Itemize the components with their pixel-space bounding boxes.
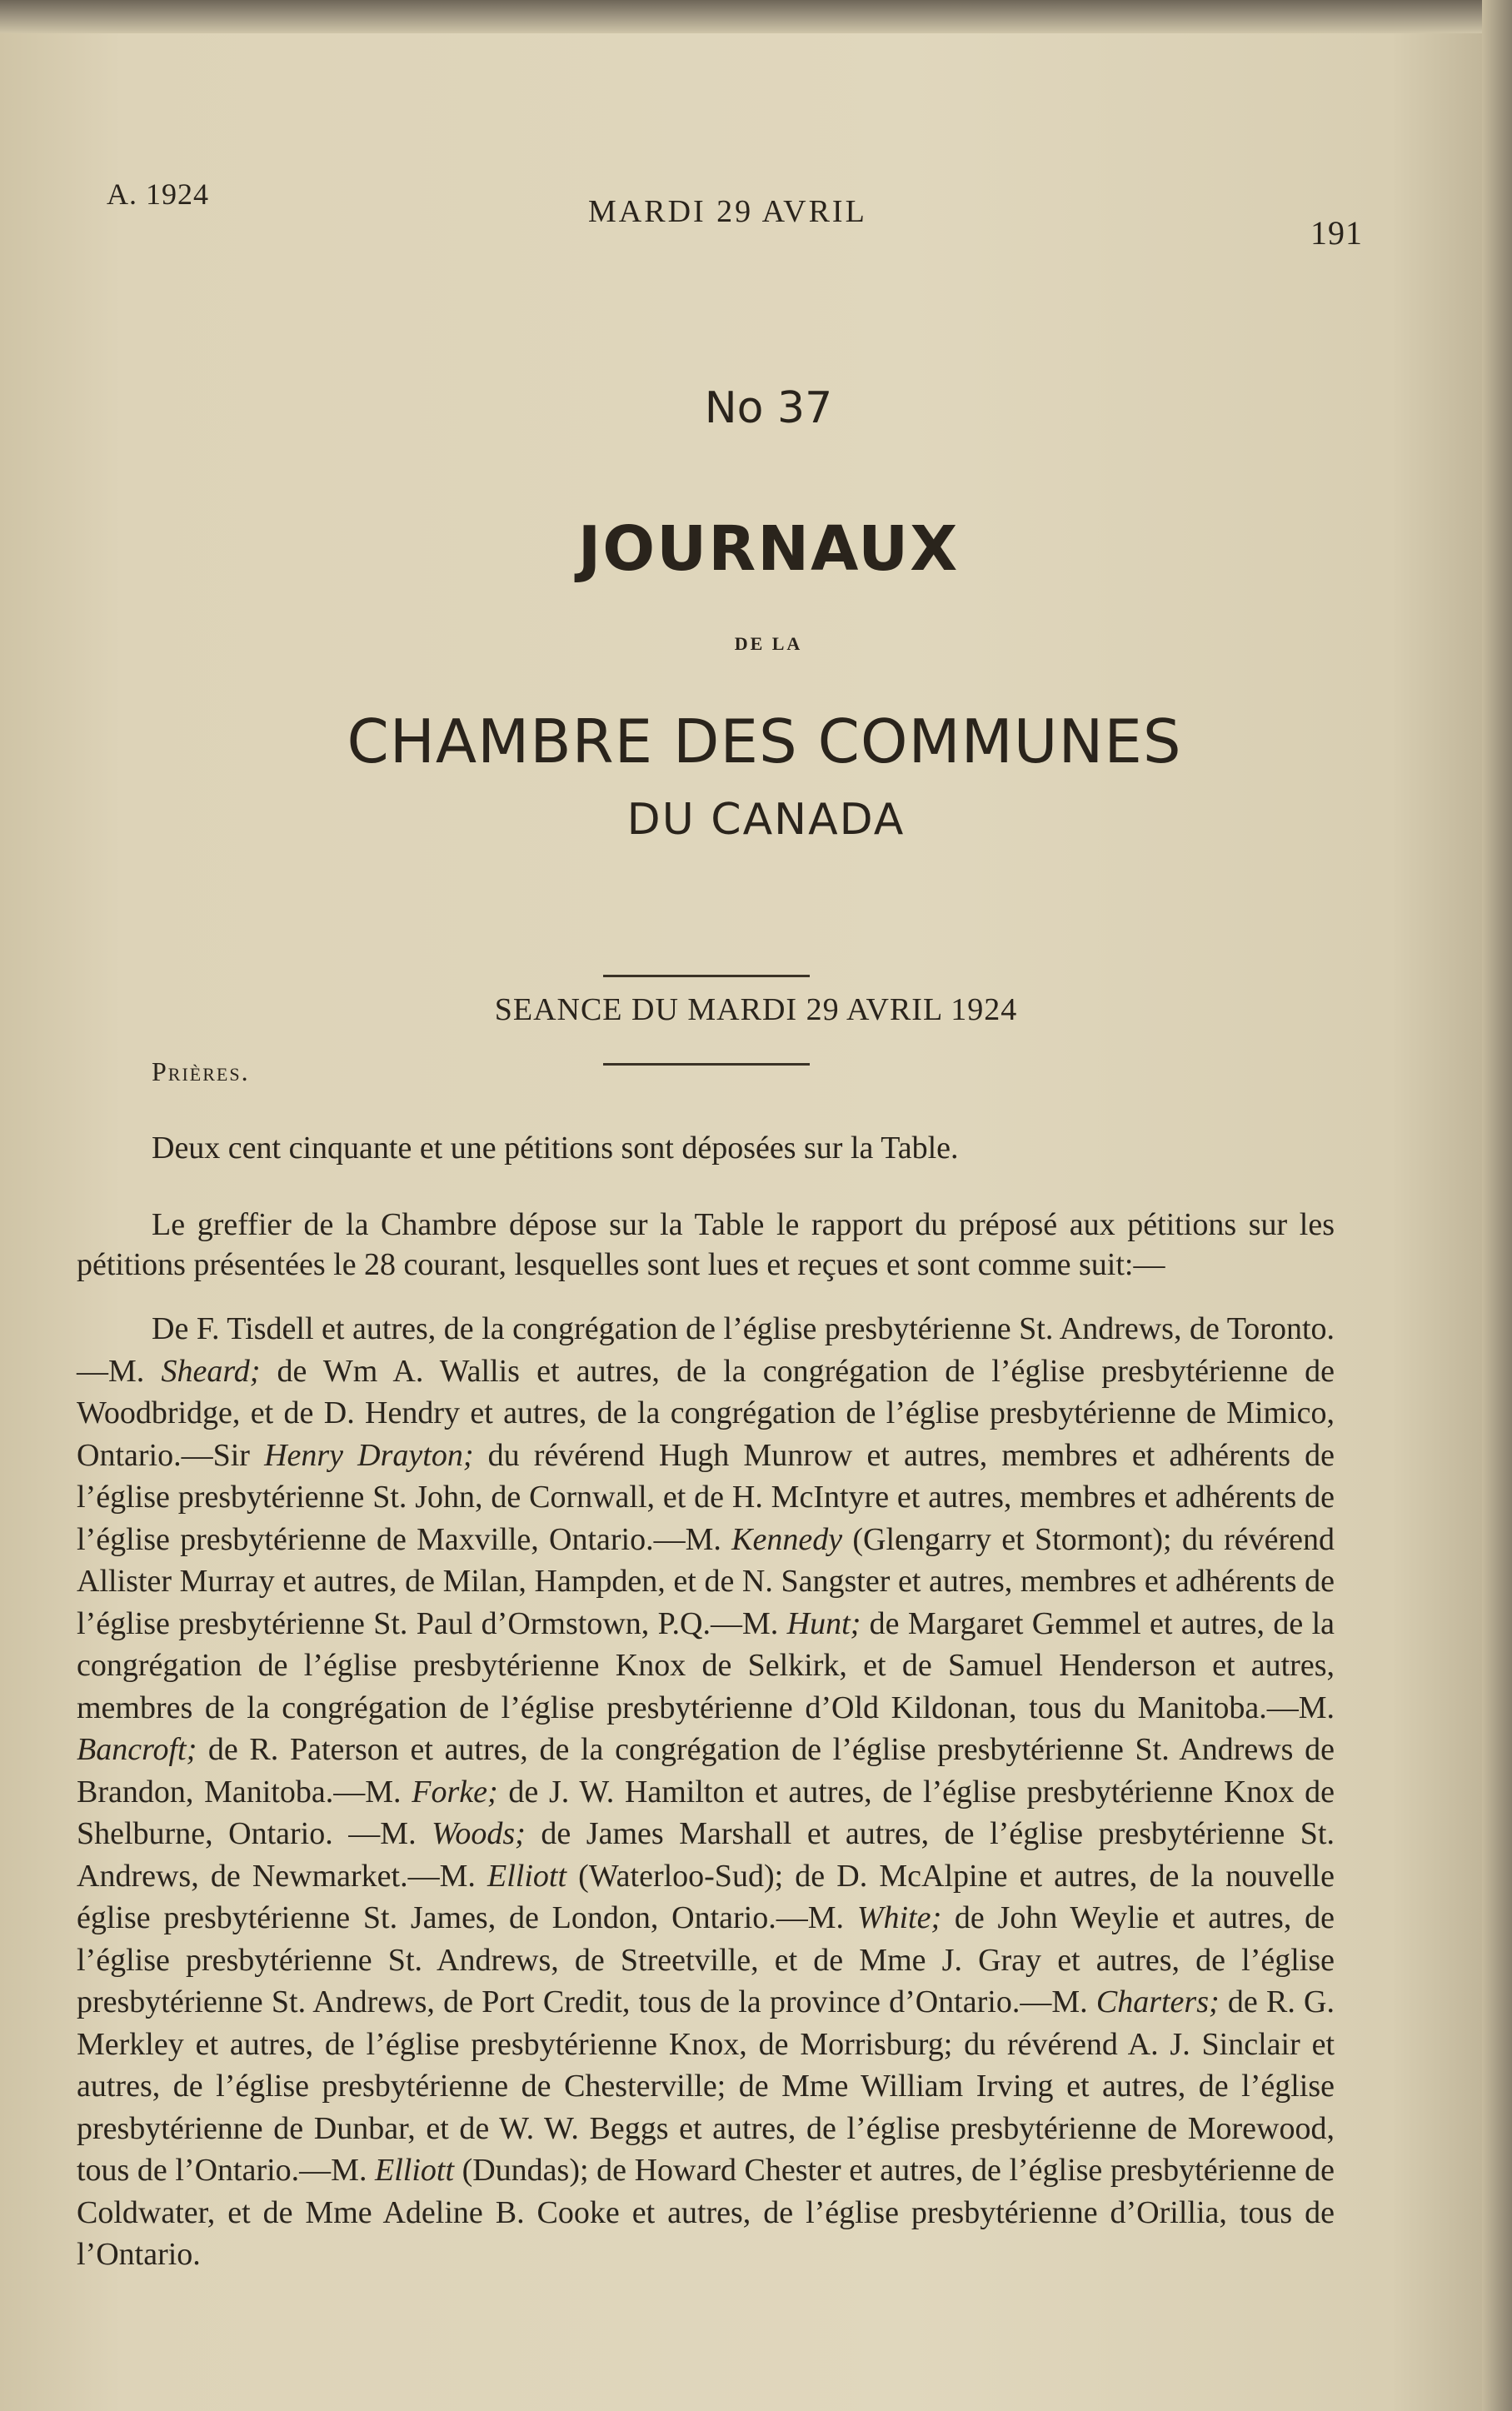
petition-text: (Glengarry et Stormont); du révérend Allister Murray et autres, de Milan, Hampden, et de N. Sangster et autres, membres et adhérents de l’église presbytérienne St. Paul d’Ormstown, P.Q.—M. xyxy=(77,1521,1335,1641)
petition-text: de Margaret Gemmel et autres, de la congrégation de l’église presbytérienne Knox de Selkirk, et de Samuel Henderson et autres, membres de la congrégation de l’église presbytérienne d’Old Kildonan, tous du Manitoba.—M. xyxy=(77,1605,1335,1725)
member-name: Kennedy xyxy=(731,1521,843,1557)
journal-number: No 37 xyxy=(704,383,833,433)
paragraph-petitions-count: Deux cent cinquante et une pétitions sont déposées sur la Table. xyxy=(152,1131,959,1166)
member-name: Elliott xyxy=(487,1858,567,1894)
petition-text: (Dundas); de Howard Chester et autres, de l’église presbytérienne de Coldwater, et de Mme Adeline B. Cooke et autres, de l’église presbytérienne d’Orillia, tous de l’Ontario. xyxy=(77,2153,1335,2272)
chamber-name: CHAMBRE DES COMMUNES xyxy=(347,706,1182,776)
member-name: Bancroft; xyxy=(77,1732,197,1767)
member-name: Charters; xyxy=(1095,1984,1220,2019)
petition-text: du révérend Hugh Munrow et autres, membres et adhérents de l’église presbytérienne St. John, de Cornwall, et de H. McIntyre et autres, membres et adhérents de l’église presbytérienne de Maxville, Ontario.—M. xyxy=(77,1437,1335,1557)
petition-text: de R. G. Merkley et autres, de l’église presbytérienne Knox, de Morrisburg; du révérend A. J. Sinclair et autres, de l’église presbytérienne de Chesterville; de Mme William Irving et autres, de l’église presbytérienne de Dunbar, et de W. W. Beggs et autres, de l’église presbytérienne de Morewood, tous de l’Ontario.—M. xyxy=(77,1984,1335,2188)
member-name: Hunt; xyxy=(786,1605,861,1641)
petition-text: de J. W. Hamilton et autres, de l’église presbytérienne Knox de Shelburne, Ontario. —M. xyxy=(77,1774,1335,1851)
page-top-edge xyxy=(0,0,1512,33)
member-name: White; xyxy=(856,1900,942,1935)
member-name: Woods; xyxy=(432,1816,526,1851)
divider-top xyxy=(603,975,810,977)
header-date: MARDI 29 AVRIL xyxy=(588,194,867,229)
country-name: DU CANADA xyxy=(626,795,906,845)
title-de-la: DE LA xyxy=(734,633,803,654)
member-name: Elliott xyxy=(375,2153,455,2188)
petition-text: (Waterloo-Sud); de D. McAlpine et autres, de la nouvelle église presbytérienne St. James, de London, Ontario.—M. xyxy=(77,1858,1335,1935)
title-block xyxy=(0,383,1512,845)
petition-text: De F. Tisdell et autres, de la congrégation de l’église presbytérienne St. Andrews, de Toronto.—M. xyxy=(77,1311,1335,1389)
petition-text: de James Marshall et autres, de l’église presbytérienne St. Andrews, de Newmarket.—M. xyxy=(77,1816,1335,1894)
page-number: 191 xyxy=(1310,214,1363,252)
petition-text: de R. Paterson et autres, de la congrégation de l’église presbytérienne St. Andrews de Brandon, Manitoba.—M. xyxy=(77,1732,1335,1809)
member-name: Forke; xyxy=(412,1774,498,1809)
header-year: A. 1924 xyxy=(107,177,209,211)
divider-bottom xyxy=(603,1063,810,1066)
petition-text: de Wm A. Wallis et autres, de la congrégation de l’église presbytérienne de Woodbridge, et de D. Hendry et autres, de la congrégation de l’église presbytérienne de Mimico, Ontario.—Sir xyxy=(77,1353,1335,1473)
paragraph-petition-list xyxy=(77,1308,1335,2276)
session-heading: SEANCE DU MARDI 29 AVRIL 1924 xyxy=(494,992,1018,1027)
prayers-heading: Prières. xyxy=(152,1056,250,1086)
petition-text: de John Weylie et autres, de l’église presbytérienne St. Andrews, de Streetville, et de Mme J. Gray et autres, de l’église presbytérienne St. Andrews, de Port Credit, tous de la province d’Ontario.—M. xyxy=(77,1900,1335,2019)
page-right-edge xyxy=(1482,0,1512,2411)
member-name: Sheard; xyxy=(161,1353,261,1389)
paragraph-clerk-report: Le greffier de la Chambre dépose sur la Table le rapport du préposé aux pétitions sur les pétitions présentées le 28 courant, lesquelles sont lues et reçues et sont comme suit:— xyxy=(77,1207,1335,1282)
journal-title: JOURNAUX xyxy=(577,513,960,585)
member-name: Henry Drayton; xyxy=(264,1437,474,1473)
